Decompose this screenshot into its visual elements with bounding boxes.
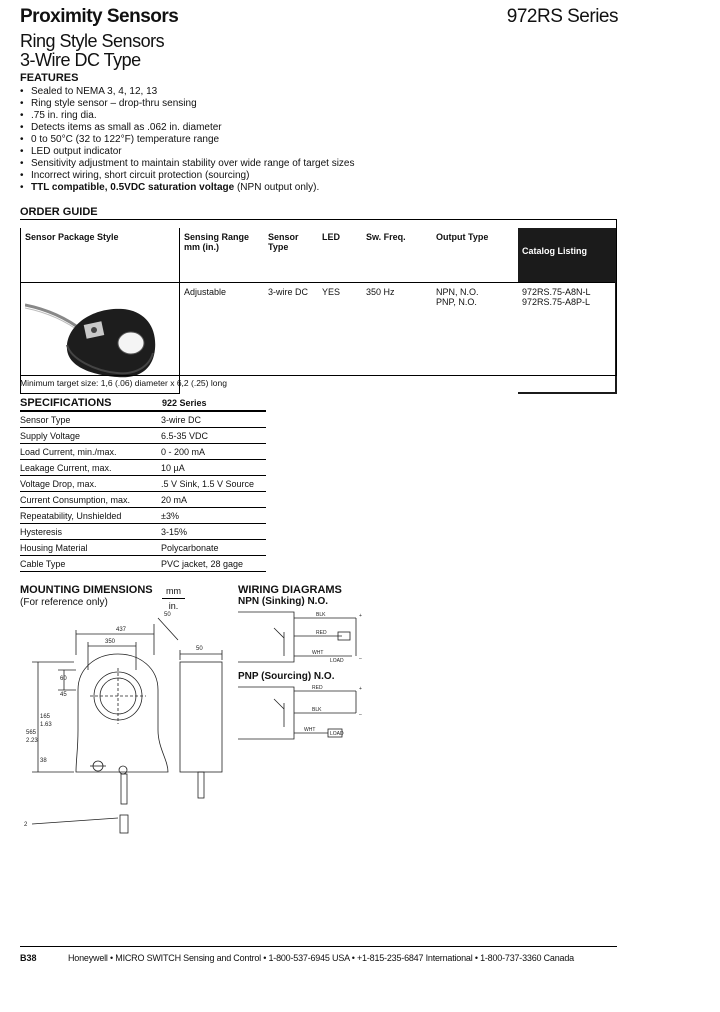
output-pnp: PNP, N.O. <box>436 297 477 307</box>
spec-value: .5 V Sink, 1.5 V Source <box>161 476 266 492</box>
divider <box>20 375 617 376</box>
dim-165: 165 <box>40 714 51 720</box>
divider <box>616 220 617 376</box>
label-red: RED <box>316 630 327 636</box>
order-guide-table <box>20 228 617 394</box>
spec-key: Cable Type <box>20 556 161 572</box>
features-list <box>20 86 355 194</box>
table-row <box>20 476 266 492</box>
spec-key: Hysteresis <box>20 524 161 540</box>
feature-bold: TTL compatible, 0.5VDC saturation voltage <box>31 182 235 193</box>
feature-item: • Detects items as small as .062 in. diameter <box>20 122 355 134</box>
unit-mm: mm <box>162 584 185 599</box>
subtitle-line-1: Ring Style Sensors <box>20 31 165 51</box>
spec-series-label: 922 Series <box>162 398 207 408</box>
spec-key: Repeatability, Unshielded <box>20 508 161 524</box>
mounting-heading: MOUNTING DIMENSIONS <box>20 584 153 596</box>
col-catalog: Catalog Listing <box>518 228 616 283</box>
catalog-npn: 972RS.75-A8N-L <box>522 287 591 297</box>
cell-freq: 350 Hz <box>366 287 395 297</box>
table-row <box>20 524 266 540</box>
spec-key: Voltage Drop, max. <box>20 476 161 492</box>
features-heading: FEATURES <box>20 72 79 84</box>
label-plus: + <box>359 686 362 692</box>
label-minus: – <box>359 712 362 718</box>
table-row <box>20 444 266 460</box>
label-load: LOAD <box>330 731 344 737</box>
cell-catalog <box>518 283 616 394</box>
feature-item <box>20 182 355 194</box>
col-output: Output Type <box>432 228 518 283</box>
spec-key: Load Current, min./max. <box>20 444 161 460</box>
spec-value: 20 mA <box>161 492 266 508</box>
table-row <box>20 460 266 476</box>
mounting-note: (For reference only) <box>20 597 108 608</box>
order-guide-heading: ORDER GUIDE <box>20 206 98 218</box>
spec-key: Supply Voltage <box>20 428 161 444</box>
table-row <box>20 540 266 556</box>
table-row <box>20 492 266 508</box>
table-header-row <box>21 228 617 283</box>
label-load: LOAD <box>330 658 344 664</box>
dim-223: 2.23 <box>26 738 38 744</box>
wiring-heading: WIRING DIAGRAMS <box>238 584 342 596</box>
spec-value: 3-wire DC <box>161 412 266 428</box>
page-title: Proximity Sensors <box>20 6 179 27</box>
dim-565: 565 <box>26 730 37 736</box>
col-package: Sensor Package Style <box>21 228 180 283</box>
specifications-heading: SPECIFICATIONS <box>20 397 112 409</box>
label-blk: BLK <box>312 707 322 713</box>
dim-163: 1.63 <box>40 722 52 728</box>
dim-437: 437 <box>116 627 127 633</box>
col-range: Sensing Range mm (in.) <box>180 228 265 283</box>
spec-key: Sensor Type <box>20 412 161 428</box>
subtitle <box>20 32 164 70</box>
cell-range: Adjustable <box>184 287 227 297</box>
label-blk: BLK <box>316 612 326 618</box>
specifications-table <box>20 412 266 572</box>
divider <box>20 946 617 947</box>
min-target-note: Minimum target size: 1,6 (.06) diameter x 6,2 (.25) long <box>20 378 227 388</box>
col-type: Sensor Type <box>264 228 318 283</box>
spec-key: Leakage Current, max. <box>20 460 161 476</box>
dim-350: 350 <box>105 639 116 645</box>
label-plus: + <box>359 613 362 619</box>
sensor-photo <box>25 287 170 387</box>
dim-60: 60 <box>60 676 67 682</box>
units-legend <box>162 584 185 613</box>
output-npn: NPN, N.O. <box>436 287 479 297</box>
divider <box>20 219 617 220</box>
spec-value: 3-15% <box>161 524 266 540</box>
spec-value: 0 - 200 mA <box>161 444 266 460</box>
spec-key: Current Consumption, max. <box>20 492 161 508</box>
label-minus: – <box>359 656 362 662</box>
pnp-wiring-diagram <box>238 683 368 745</box>
unit-in: in. <box>168 601 179 611</box>
series-label: 972RS Series <box>506 6 618 27</box>
dim-38: 38 <box>40 758 47 764</box>
cell-output <box>432 283 518 394</box>
product-image-cell <box>21 283 180 394</box>
dim-50a: 50 <box>164 612 171 618</box>
col-freq: Sw. Freq. <box>362 228 432 283</box>
spec-key: Housing Material <box>20 540 161 556</box>
table-row <box>20 412 266 428</box>
feature-item: • Sensitivity adjustment to maintain stability over wide range of target sizes <box>20 158 355 170</box>
feature-item: • Sealed to NEMA 3, 4, 12, 13 <box>20 86 355 98</box>
pnp-heading: PNP (Sourcing) N.O. <box>238 671 335 682</box>
spec-value: Polycarbonate <box>161 540 266 556</box>
catalog-pnp: 972RS.75-A8P-L <box>522 297 591 307</box>
mounting-drawing <box>18 610 233 850</box>
spec-value: PVC jacket, 28 gage <box>161 556 266 572</box>
dim-2: 2 <box>24 822 28 828</box>
npn-heading: NPN (Sinking) N.O. <box>238 596 328 607</box>
feature-item: • Incorrect wiring, short circuit protection (sourcing) <box>20 170 355 182</box>
label-wht: WHT <box>304 727 316 733</box>
spec-value: 10 µA <box>161 460 266 476</box>
dim-50b: 50 <box>196 646 203 652</box>
table-row <box>20 556 266 572</box>
col-led: LED <box>318 228 362 283</box>
page-number: B38 <box>20 953 37 963</box>
npn-wiring-diagram <box>238 608 368 668</box>
subtitle-line-2: 3-Wire DC Type <box>20 50 141 70</box>
table-row <box>21 283 617 394</box>
cell-led: YES <box>322 287 341 297</box>
label-red: RED <box>312 685 323 691</box>
label-wht: WHT <box>312 650 324 656</box>
cell-type: 3-wire DC <box>268 287 309 297</box>
table-row <box>20 508 266 524</box>
spec-value: ±3% <box>161 508 266 524</box>
feature-item: • Ring style sensor – drop-thru sensing <box>20 98 355 110</box>
feature-rest: (NPN output only). <box>234 182 320 193</box>
dim-45: 45 <box>60 692 67 698</box>
footer-contact: Honeywell • MICRO SWITCH Sensing and Control • 1-800-537-6945 USA • +1-815-235-6847 International • 1-800-737-3360 Canada <box>68 953 574 963</box>
feature-item: • 0 to 50°C (32 to 122°F) temperature range <box>20 134 355 146</box>
feature-item: • .75 in. ring dia. <box>20 110 355 122</box>
table-row <box>20 428 266 444</box>
spec-value: 6.5-35 VDC <box>161 428 266 444</box>
feature-item: • LED output indicator <box>20 146 355 158</box>
